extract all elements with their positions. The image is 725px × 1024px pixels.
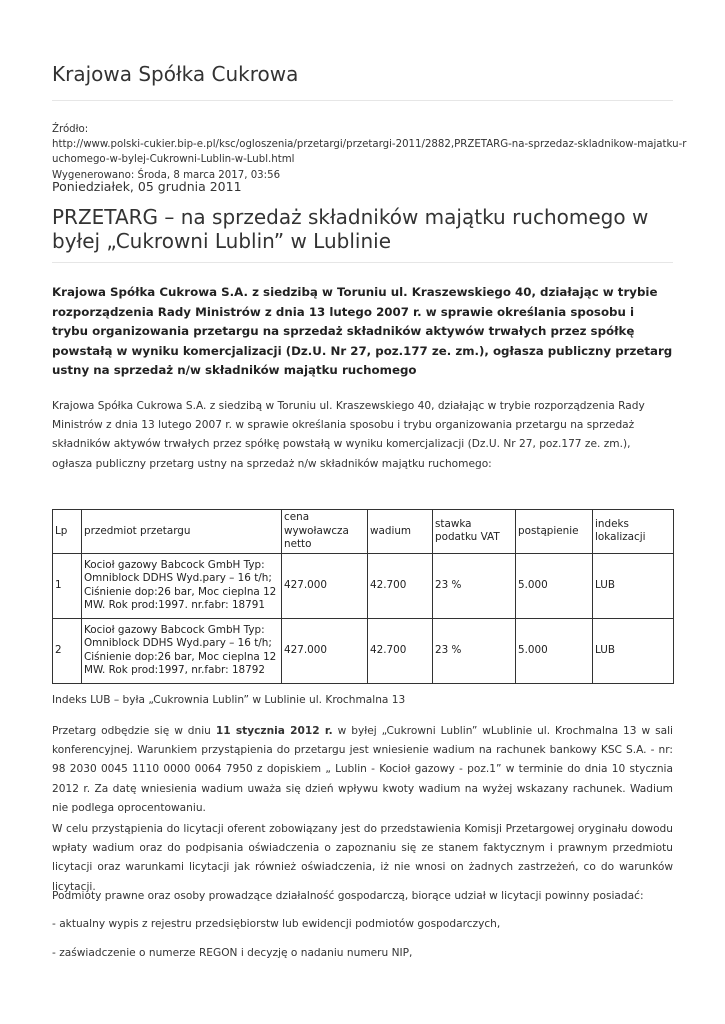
table-row: [53, 553, 674, 618]
source-label: Źródło:: [52, 124, 89, 135]
header-deposit: wadium: [368, 510, 433, 554]
cell-step: 5.000: [516, 553, 593, 618]
source-url-line-2[interactable]: uchomego-w-bylej-Cukrowni-Lublin-w-Lubl.html: [52, 154, 295, 166]
publication-date: Poniedziałek, 05 grudnia 2011: [52, 179, 242, 194]
cell-price: 427.000: [282, 618, 368, 683]
table-row: [53, 618, 674, 683]
cell-vat: 23 %: [433, 553, 516, 618]
auction-date-paragraph: [52, 722, 673, 818]
lead-paragraph: Krajowa Spółka Cukrowa S.A. z siedzibą w Toruniu ul. Kraszewskiego 40, działając w trybie rozporządzenia Rady Ministrów z dnia 13 lutego 2007 r. w sprawie określania sposobu i trybu organizowania przetargu na sprzedaż składników aktywów trwałych przez spółkę powstałą w wyniku komercjalizacji (Dz.U. Nr 27, poz.177 ze. zm.), ogłasza publiczny przetarg ustny na sprzedaż n/w składników majątku ruchomego: [52, 285, 673, 377]
location-index-note: Indeks LUB – była „Cukrownia Lublin” w Lublinie ul. Krochmalna 13: [52, 694, 406, 706]
title-divider: [52, 262, 673, 263]
cell-lp: 2: [53, 618, 82, 683]
cell-price: 427.000: [282, 553, 368, 618]
cell-lp: 1: [53, 553, 82, 618]
header-vat: stawka podatku VAT: [433, 510, 516, 554]
list-item: - aktualny wypis z rejestru przedsiębiorstw lub ewidencji podmiotów gospodarczych,: [52, 918, 501, 930]
source-url-line-1[interactable]: http://www.polski-cukier.bip-e.pl/ksc/ogloszenia/przetargi/przetargi-2011/2882,PRZETARG-na-sprzedaz-skladnikow-majatku-r: [52, 139, 687, 151]
offers-table: [52, 509, 674, 684]
header-item: przedmiot przetargu: [82, 510, 282, 554]
cell-deposit: 42.700: [368, 618, 433, 683]
cell-step: 5.000: [516, 618, 593, 683]
cell-item: Kocioł gazowy Babcock GmbH Typ: Omniblock DDHS Wyd.pary – 16 t/h; Ciśnienie dop:26 bar, Moc cieplna 12 MW. Rok prod:1997, nr.fabr: 18792: [82, 618, 282, 683]
header-location: indeks lokalizacji: [593, 510, 674, 554]
cell-location: LUB: [593, 618, 674, 683]
participation-paragraph: W celu przystąpienia do licytacji oferent zobowiązany jest do przedstawienia Komisji Przetargowej oryginału dowodu wpłaty wadium oraz do podpisania oświadczenia o zapoznaniu się ze stanem faktycznym i prawnym przedmiotu licytacji oraz warunkami licytacji jak również oświadczenia, iż nie wnosi on żadnych zastrzeżeń, co do warunków licytacji.: [52, 823, 673, 893]
auction-text-post: w byłej „Cukrowni Lublin” wLublinie ul. Krochmalna 13 w sali konferencyjnej. Warunkiem przystąpienia do przetargu jest wniesienie wadium na rachunek bankowy KSC S.A. - nr: 98 2030 0045 1110 0000 0064 7950 z dopiskiem „ Lublin - Kocioł gazowy - poz.1” w terminie do dnia 10 stycznia 2012 r. Za datę wniesienia wadium uważa się dzień wpływu kwoty wadium na wyżej wskazany rachunek. Wadium nie podlega oprocentowaniu.: [52, 725, 673, 814]
cell-deposit: 42.700: [368, 553, 433, 618]
auction-text-pre: Przetarg odbędzie się w dniu: [52, 725, 216, 737]
table-header-row: [53, 510, 674, 554]
article-title: PRZETARG – na sprzedaż składników majątku ruchomego w byłej „Cukrowni Lublin” w Lublinie: [52, 205, 649, 253]
cell-vat: 23 %: [433, 618, 516, 683]
cell-item: Kocioł gazowy Babcock GmbH Typ: Omniblock DDHS Wyd.pary – 16 t/h; Ciśnienie dop:26 bar, Moc cieplna 12 MW. Rok prod:1997. nr.fabr: 18791: [82, 553, 282, 618]
header-divider: [52, 100, 673, 101]
generated-timestamp: Wygenerowano: Środa, 8 marca 2017, 03:56: [52, 169, 281, 181]
header-step: postąpienie: [516, 510, 593, 554]
list-item: - zaświadczenie o numerze REGON i decyzję o nadaniu numeru NIP,: [52, 947, 413, 959]
source-meta: [52, 122, 687, 183]
requirements-paragraph: Podmioty prawne oraz osoby prowadzące działalność gospodarczą, biorące udział w licytacji powinny posiadać:: [52, 890, 644, 902]
header-lp: Lp: [53, 510, 82, 554]
header-price: cena wywoławcza netto: [282, 510, 368, 554]
intro-paragraph: Krajowa Spółka Cukrowa S.A. z siedzibą w Toruniu ul. Kraszewskiego 40, działając w trybie rozporządzenia Rady Ministrów z dnia 13 lutego 2007 r. w sprawie określania sposobu i trybu organizowania przetargu na sprzedaż składników aktywów trwałych przez spółkę powstałą w wyniku komercjalizacji (Dz.U. Nr 27, poz.177 ze. zm.), ogłasza publiczny przetarg ustny na sprzedaż n/w składników majątku ruchomego:: [52, 400, 645, 470]
auction-date: 11 stycznia 2012 r.: [215, 725, 333, 737]
cell-location: LUB: [593, 553, 674, 618]
site-title: Krajowa Spółka Cukrowa: [52, 62, 299, 86]
